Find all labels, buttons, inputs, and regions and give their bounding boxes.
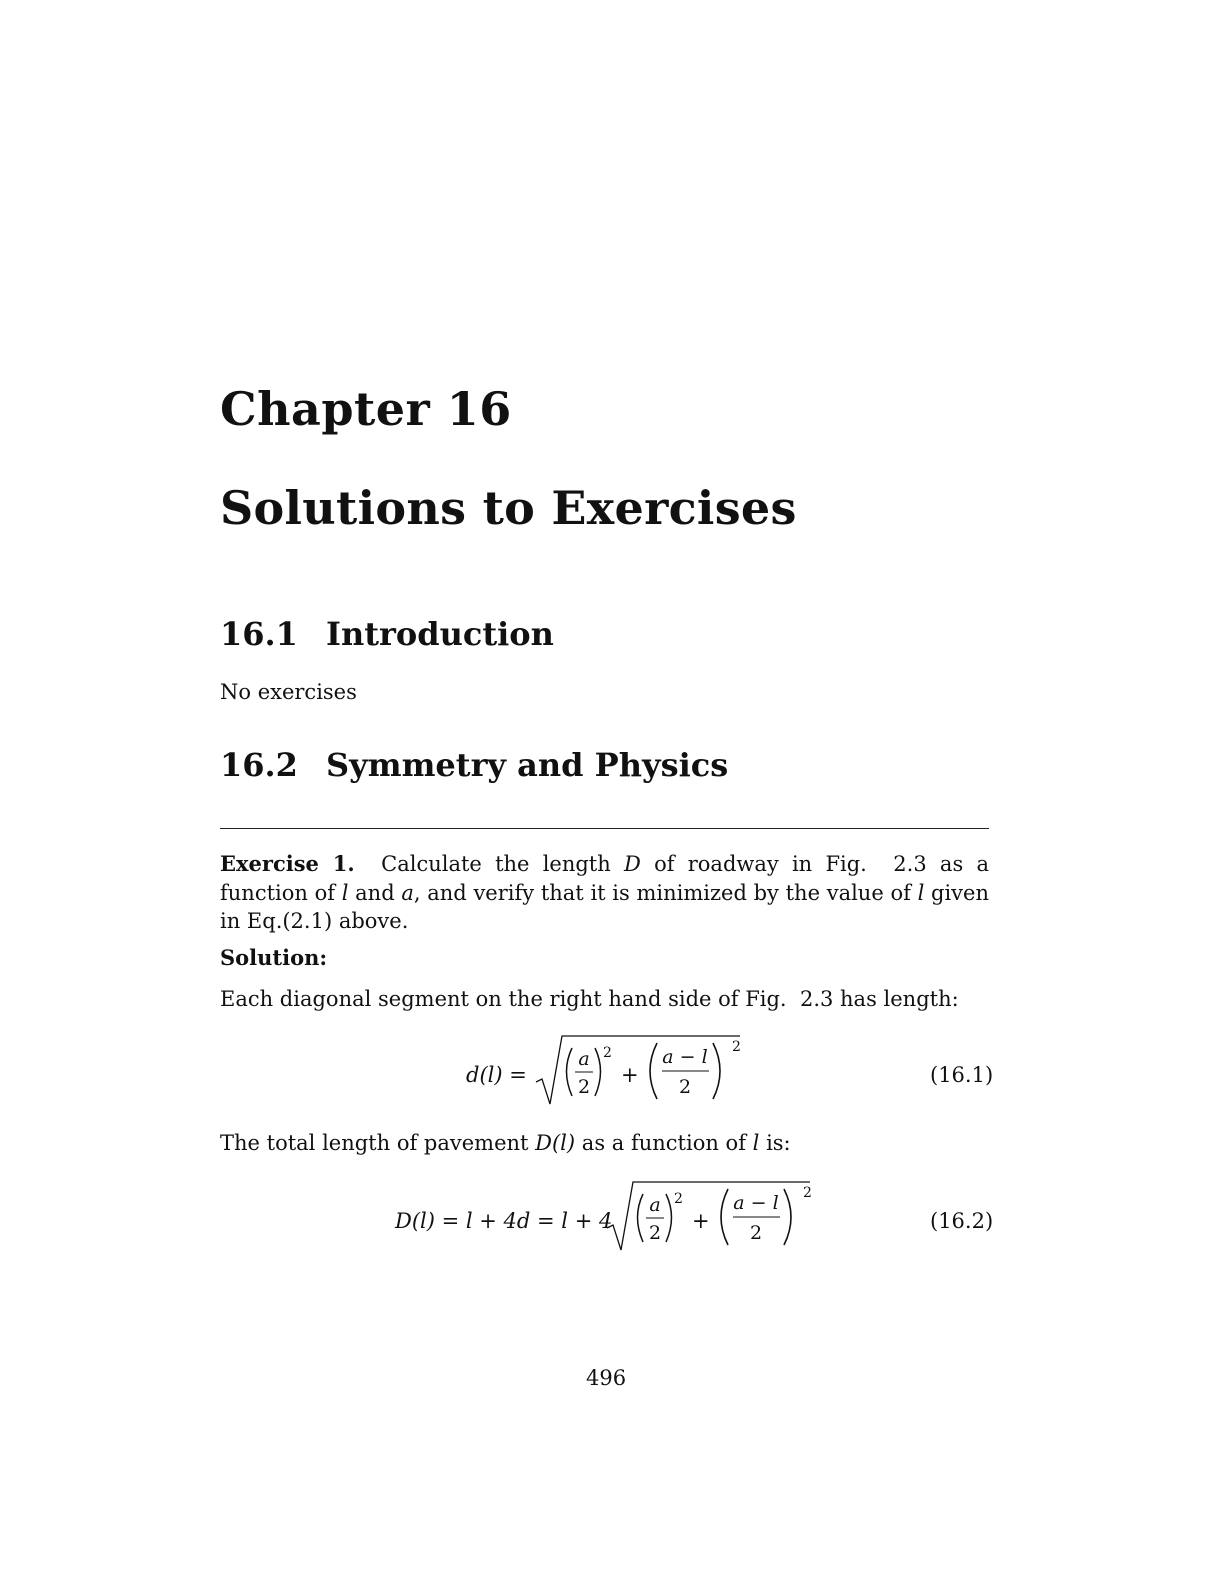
left-paren [650,1043,657,1099]
section-number-intro: 16.1 [220,615,298,653]
left-paren [567,1048,573,1096]
exercise-statement [220,850,989,936]
right-paren [595,1048,601,1096]
equation-number: (16.1) [930,1063,994,1087]
left-paren [638,1194,644,1242]
right-paren [784,1189,791,1245]
solution-intro: Each diagonal segment on the right hand side of Fig. 2.3 has length: [220,987,959,1011]
exercise-text: , and verify that it is minimized by the value of [413,880,911,905]
transition-text: The total length of pavement [220,1131,529,1155]
solution-transition [220,1129,791,1157]
intro-body-text: No exercises [220,680,357,704]
exercise-text: given in Eq.(2.1) above. [220,880,989,933]
transition-text: as a function of [581,1131,746,1155]
exponent: 2 [674,1191,683,1207]
exercise-var: a [401,880,414,905]
exponent: 2 [803,1185,812,1201]
exercise-text: Calculate the length [381,852,611,876]
fraction-denominator: 2 [577,1076,591,1098]
right-paren [666,1194,672,1242]
plus-sign: + [621,1063,639,1087]
fraction-denominator: 2 [648,1222,662,1244]
exercise-text: and [355,880,395,905]
equation-16-1 [440,1030,760,1110]
fraction-denominator: 2 [749,1222,763,1244]
equation-16-2 [390,1175,830,1257]
section-title-symmetry: Symmetry and Physics [326,746,729,784]
equation-lhs: d(l) = [466,1063,527,1087]
transition-var: l [752,1131,760,1155]
chapter-label: Chapter 16 [220,382,512,436]
exercise-text: of roadway in Fig. 2.3 as a function of [220,852,989,905]
exercise-var: l [917,880,925,905]
transition-text: is: [766,1131,791,1155]
exponent: 2 [603,1045,612,1061]
exponent: 2 [732,1039,741,1055]
left-paren [721,1189,728,1245]
fraction-numerator: a [578,1048,590,1070]
equation-lhs: D(l) = l + 4d = l + 4 [395,1209,613,1233]
exercise-var: l [341,880,349,905]
equation-number: (16.2) [930,1209,994,1233]
exercise-var: D [624,852,641,876]
section-title-intro: Introduction [326,615,554,653]
solution-label: Solution: [220,945,328,970]
exercise-divider [220,828,989,829]
fraction-denominator: 2 [678,1076,692,1098]
fraction-numerator: a − l [733,1192,779,1214]
right-paren [713,1043,720,1099]
section-number-symmetry: 16.2 [220,746,298,784]
fraction-numerator: a − l [662,1046,708,1068]
page-number: 496 [586,1366,627,1390]
plus-sign: + [692,1209,710,1233]
exercise-label: Exercise 1. [220,851,355,876]
fraction-numerator: a [649,1194,661,1216]
chapter-title: Solutions to Exercises [220,481,797,535]
transition-expression: D(l) [535,1131,576,1155]
